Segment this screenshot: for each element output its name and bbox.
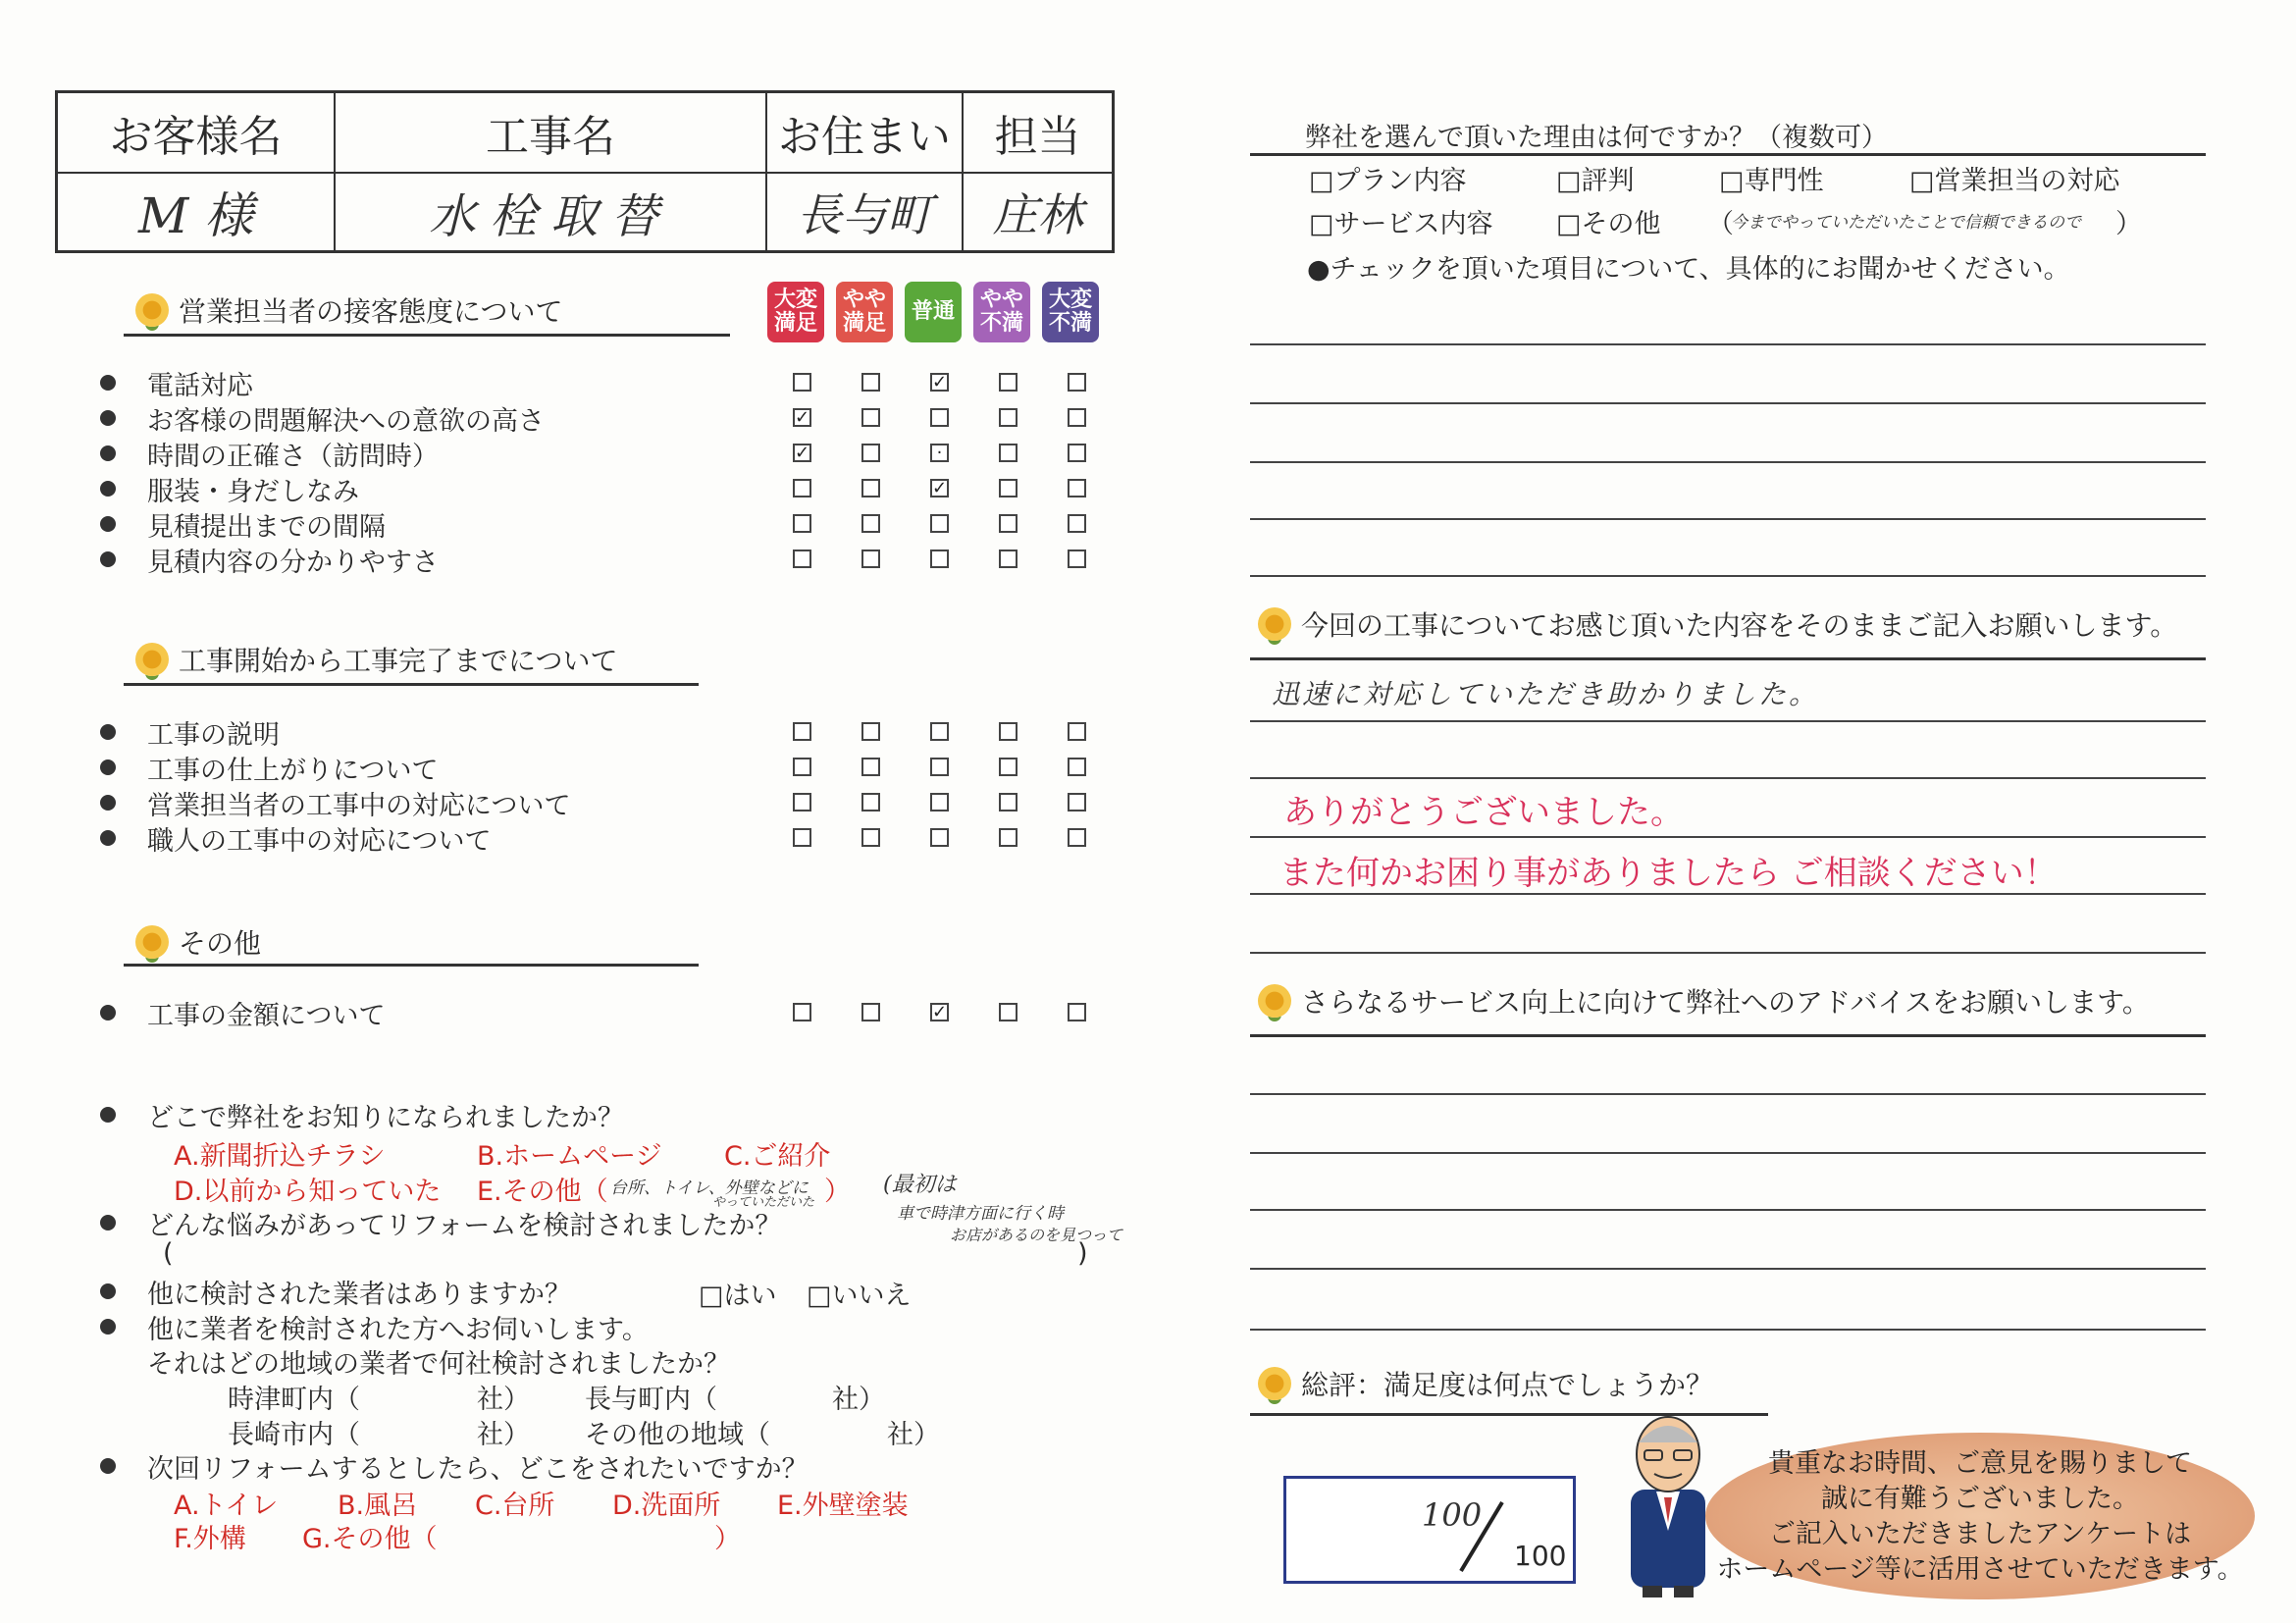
option-a: A.新聞折込チラシ (174, 1141, 386, 1172)
work-name-label: 工事名 (336, 93, 767, 172)
customer-info-table (55, 90, 1115, 253)
option-b: B.ホームページ (477, 1141, 662, 1172)
rating-row (100, 471, 1121, 506)
rating-checkbox[interactable] (999, 793, 1018, 812)
rating-checkbox[interactable] (930, 550, 949, 568)
rating-checkbox[interactable] (1068, 514, 1086, 533)
option-d: D.以前から知っていた (174, 1177, 442, 1207)
flower-icon (1258, 607, 1291, 641)
thanks-line-4: ホームページ等に活用させていただきます。 (1716, 1554, 2244, 1585)
next-opt-f: F.外構 (174, 1524, 246, 1554)
rating-scale-0: 大変 満足 (767, 282, 824, 342)
reason-plan[interactable]: □プラン内容 (1309, 166, 1467, 196)
bullet-icon (100, 1458, 116, 1474)
rating-checkbox[interactable] (861, 408, 880, 427)
rating-checkbox[interactable]: ✓ (932, 372, 948, 393)
bullet-icon (100, 1005, 116, 1021)
score-max: 100 (1514, 1540, 1567, 1572)
rating-checkbox[interactable] (793, 793, 811, 812)
thanks-line-3: ご記入いただきましたアンケートは (1768, 1519, 2192, 1549)
rating-scale-3: やや 不満 (973, 282, 1030, 342)
rating-checkbox[interactable] (793, 514, 811, 533)
no-checkbox[interactable]: □いいえ (807, 1281, 912, 1311)
rating-checkbox[interactable] (861, 514, 880, 533)
reply-consult: また何かお困り事がありましたら ご相談ください！ (1279, 854, 2058, 893)
divider (1250, 1034, 2206, 1037)
divider (124, 683, 699, 686)
area-nagasaki: 長崎市内（ (228, 1420, 360, 1450)
rating-checkbox[interactable]: ✓ (795, 443, 810, 463)
section-score (1258, 1364, 1713, 1403)
bullet-icon (100, 375, 116, 391)
rating-checkbox[interactable]: ✓ (932, 478, 948, 498)
section-title: 今回の工事についてお感じ頂いた内容をそのままご記入お願いします。 (1301, 609, 2178, 642)
score-slash (1451, 1498, 1510, 1577)
bullet-icon (100, 1283, 116, 1299)
rating-row (100, 542, 1121, 577)
area-nagayo: 長与町内（ (585, 1385, 717, 1415)
reason-question: 弊社を選んで頂いた理由は何ですか？（複数可） (1305, 123, 1888, 153)
section-impression (1258, 604, 2177, 644)
detail-question: ●チェックを頂いた項目について、具体的にお聞かせください。 (1307, 254, 2070, 285)
section-title: 営業担当者の接客態度について (179, 295, 563, 328)
bullet-icon (100, 830, 116, 846)
rating-checkbox[interactable]: ✓ (795, 407, 810, 428)
rating-checkbox[interactable] (930, 758, 949, 776)
rating-item-label: 見積提出までの間隔 (147, 511, 386, 543)
worry-open-paren: ( (163, 1238, 174, 1269)
customer-name-value: M 様 (58, 174, 336, 250)
next-opt-g-close: ） (714, 1524, 741, 1554)
rating-checkbox[interactable] (861, 373, 880, 392)
option-e: E.その他（ (477, 1177, 608, 1207)
rating-item-label: 服装・身だしなみ (147, 476, 359, 507)
rating-item-label: 工事の仕上がりについて (147, 755, 439, 786)
rating-row (100, 995, 1121, 1030)
rating-row (100, 436, 1121, 471)
flower-icon (1258, 984, 1291, 1018)
worry-close-paren: ) (1077, 1238, 1088, 1269)
bullet-icon (100, 445, 116, 461)
reason-service[interactable]: □サービス内容 (1309, 209, 1493, 239)
rating-checkbox[interactable] (999, 479, 1018, 497)
rating-checkbox[interactable] (999, 514, 1018, 533)
rating-checkbox[interactable] (1068, 408, 1086, 427)
rating-checkbox[interactable] (861, 479, 880, 497)
rating-checkbox[interactable] (1068, 373, 1086, 392)
bullet-icon (100, 1215, 116, 1230)
divider (1250, 153, 2206, 156)
rating-checkbox[interactable] (930, 793, 949, 812)
rating-row (100, 785, 1121, 820)
bullet-icon (100, 410, 116, 426)
q-other-company (100, 1274, 571, 1309)
rating-checkbox[interactable] (999, 828, 1018, 847)
divider (124, 964, 699, 967)
reason-other-open: （ (1707, 209, 1734, 239)
rating-checkbox[interactable] (1068, 550, 1086, 568)
rating-checkbox[interactable] (861, 1003, 880, 1021)
rating-checkbox[interactable] (793, 550, 811, 568)
rating-checkbox[interactable] (793, 479, 811, 497)
rating-checkbox[interactable] (793, 373, 811, 392)
next-opt-g: G.その他（ (302, 1524, 438, 1554)
staff-value: 庄林 (992, 188, 1083, 241)
rating-checkbox[interactable] (793, 828, 811, 847)
rating-checkbox[interactable] (930, 408, 949, 427)
divider (124, 334, 730, 337)
reason-other[interactable]: □その他 (1556, 209, 1661, 239)
section-other (135, 922, 261, 962)
customer-name-label: お客様名 (58, 93, 336, 172)
rating-item-label: 時間の正確さ（訪問時） (147, 441, 439, 472)
rating-checkbox[interactable] (999, 722, 1018, 741)
staff-label: 担当 (994, 112, 1081, 162)
rating-checkbox[interactable] (1068, 793, 1086, 812)
rating-checkbox[interactable] (930, 514, 949, 533)
address-value: 長与町 (767, 174, 964, 250)
section-title: 工事開始から工事完了までについて (179, 645, 618, 677)
next-opt-a: A.トイレ (174, 1491, 279, 1521)
score-box (1283, 1476, 1576, 1584)
next-opt-d: D.洗面所 (612, 1491, 721, 1521)
bullet-icon (100, 759, 116, 775)
rating-checkbox[interactable]: ✓ (932, 1002, 948, 1022)
divider (1250, 657, 2206, 660)
rating-checkbox[interactable] (861, 828, 880, 847)
rating-checkbox[interactable] (999, 1003, 1018, 1021)
rating-checkbox[interactable] (1068, 828, 1086, 847)
section-title: さらなるサービス向上に向けて弊社へのアドバイスをお願いします。 (1301, 986, 2150, 1019)
reason-expertise[interactable]: □専門性 (1719, 166, 1824, 196)
rating-checkbox[interactable] (1068, 444, 1086, 462)
rating-checkbox[interactable] (999, 550, 1018, 568)
bullet-icon (100, 1107, 116, 1123)
rating-checkbox[interactable] (999, 444, 1018, 462)
question-text: どんな悩みがあってリフォームを検討されましたか？ (147, 1210, 782, 1241)
question-text-2: それはどの地域の業者で何社検討されましたか？ (147, 1349, 730, 1380)
rating-scale-1: やや 満足 (836, 282, 893, 342)
rating-checkbox[interactable] (793, 758, 811, 776)
flower-icon (135, 643, 169, 676)
rating-scale-2: 普通 (905, 282, 962, 342)
q-next-reform (100, 1448, 809, 1484)
rating-checkbox[interactable] (999, 373, 1018, 392)
option-e-handwriting-2: やっていただいた (712, 1195, 815, 1210)
reason-reputation[interactable]: □評判 (1556, 166, 1635, 196)
next-opt-e: E.外壁塗装 (777, 1491, 909, 1521)
next-opt-c: C.台所 (475, 1491, 555, 1521)
flower-icon (135, 925, 169, 959)
rating-item-label: 見積内容の分かりやすさ (147, 547, 439, 578)
question-text: 他に検討された業者はありますか？ (147, 1279, 571, 1310)
rating-checkbox[interactable] (930, 722, 949, 741)
bullet-icon (100, 481, 116, 497)
section-title: 総評：満足度は何点でしょうか？ (1301, 1369, 1714, 1401)
thanks-message (1705, 1446, 2255, 1588)
address-label: お住まい (767, 93, 964, 172)
q-where-known (100, 1097, 624, 1132)
rating-checkbox[interactable] (999, 758, 1018, 776)
option-e-close: ） (824, 1177, 851, 1207)
bullet-icon (100, 795, 116, 811)
rating-row (100, 750, 1121, 785)
side-note-3: お店があるのを見つって (950, 1226, 1122, 1244)
area-togitsu: 時津町内（ (228, 1385, 360, 1415)
rating-item-label: 工事の説明 (147, 719, 280, 751)
rating-item-label: 営業担当者の工事中の対応について (147, 790, 571, 821)
rating-checkbox[interactable]: · (930, 444, 949, 462)
yes-checkbox[interactable]: □はい (699, 1281, 777, 1311)
thanks-line-2: 誠に有難うございました。 (1821, 1484, 2139, 1514)
side-note-2: 車で時津方面に行く時 (897, 1204, 1064, 1224)
rating-scale-4: 大変 不満 (1042, 282, 1099, 342)
rating-checkbox[interactable] (930, 828, 949, 847)
area-other: その他の地域（ (585, 1420, 770, 1450)
rating-item-label: お客様の問題解決への意欲の高さ (147, 405, 545, 437)
rating-checkbox[interactable] (861, 550, 880, 568)
bullet-icon (100, 516, 116, 532)
section-advice (1258, 981, 2150, 1021)
rating-item-label: 工事の金額について (147, 1000, 386, 1031)
section-title: その他 (179, 927, 262, 960)
rating-checkbox[interactable] (1068, 479, 1086, 497)
reason-other-handwriting: 今までやっていただいたことで信頼できるので (1731, 213, 2081, 233)
reply-thanks: ありがとうございました。 (1283, 793, 1684, 832)
bullet-icon (100, 1319, 116, 1335)
area-other-unit: 社） (887, 1420, 940, 1450)
question-text: どこで弊社をお知りになられましたか？ (147, 1102, 624, 1133)
section-construction (135, 640, 617, 679)
rating-checkbox[interactable] (861, 444, 880, 462)
score-handwriting: 100 (1422, 1496, 1483, 1534)
rating-row (100, 820, 1121, 856)
rating-checkbox[interactable] (999, 408, 1018, 427)
rating-checkbox[interactable] (1068, 722, 1086, 741)
bullet-icon (100, 551, 116, 567)
rating-checkbox[interactable] (793, 1003, 811, 1021)
rating-checkbox[interactable] (861, 793, 880, 812)
rating-checkbox[interactable] (861, 722, 880, 741)
flower-icon (135, 293, 169, 327)
area-togitsu-unit: 社） (477, 1385, 530, 1415)
next-opt-b: B.風呂 (338, 1491, 418, 1521)
rating-row (100, 365, 1121, 400)
q-worry (100, 1205, 781, 1240)
impression-handwriting: 迅速に対応していただき助かりました。 (1272, 678, 1820, 710)
option-e-handwriting: 台所、トイレ、外壁などに (610, 1178, 809, 1198)
flower-icon (1258, 1367, 1291, 1400)
rating-item-label: 職人の工事中の対応について (147, 825, 492, 857)
rating-checkbox[interactable] (861, 758, 880, 776)
question-text: 次回リフォームするとしたら、どこをされたいですか？ (147, 1453, 809, 1485)
option-c: C.ご紹介 (724, 1141, 831, 1172)
thanks-line-1: 貴重なお時間、ご意見を賜りまして (1768, 1448, 2192, 1479)
section-customer-service (135, 290, 562, 330)
question-text: 他に業者を検討された方へお伺いします。 (147, 1314, 649, 1345)
q-other-area (100, 1309, 649, 1344)
side-note-1: (最初は (883, 1173, 957, 1197)
bullet-icon (100, 724, 116, 740)
rating-item-label: 電話対応 (147, 370, 253, 401)
rating-checkbox[interactable] (1068, 758, 1086, 776)
work-name-value: 水栓取替 (336, 174, 767, 250)
rating-row (100, 714, 1121, 750)
rating-scale (767, 282, 1099, 342)
area-nagayo-unit: 社） (832, 1385, 885, 1415)
rating-checkbox[interactable] (1068, 1003, 1086, 1021)
rating-checkbox[interactable] (793, 722, 811, 741)
rating-row (100, 400, 1121, 436)
reason-sales-response[interactable]: □営業担当の対応 (1909, 166, 2120, 196)
reason-other-close: ） (2115, 209, 2142, 239)
area-nagasaki-unit: 社） (477, 1420, 530, 1450)
rating-row (100, 506, 1121, 542)
